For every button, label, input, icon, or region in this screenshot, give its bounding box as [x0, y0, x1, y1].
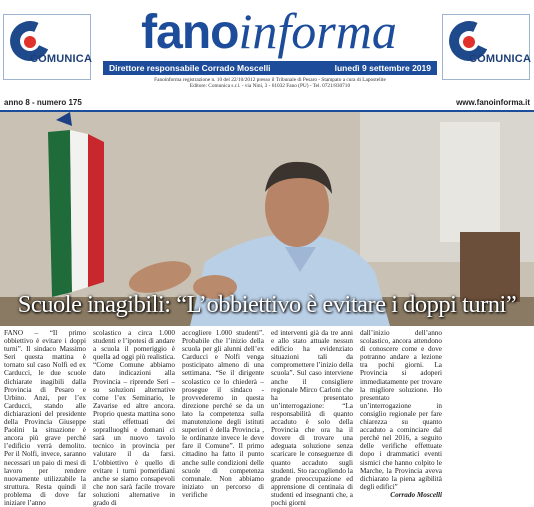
legal-line-2: Editore: Comunica s.r.l. - via Nini, 3 - 61032 Fano (PU) - Tel. 0721/830710	[189, 83, 351, 89]
comunica-logo-right	[442, 14, 530, 80]
column-text: scolastico a circa 1.000 studenti e l’ipotesi di andare a scuola il pomeriggio è quella ad oggi più realistica. “Come Comune abbiamo dato indicazioni alla Provincia – riprende Seri –su soluzioni alternative come l’ex Seminario, le Zavarise ed altre ancora. Proprio questa mattina sono stati effettuati dei sopralluoghi e domani ci sarà un nuovo tavolo tecnico in provincia per valutare il da farsi. L’obbiettivo è quello di evitare i turni pomeridiani anche se siamo consapevoli che non sarà facile trovare soluzioni alternative in grado di	[93, 329, 175, 507]
legal-notice	[103, 77, 437, 89]
website-link[interactable]: www.fanoinforma.it	[456, 97, 530, 107]
title-fano: fano	[141, 6, 239, 59]
article-column-3	[182, 329, 264, 499]
article-headline: Scuole inagibili: “L’obbiettivo è evitare i doppi turni”	[17, 291, 517, 318]
comunica-dot-icon	[463, 36, 475, 48]
column-text: ed interventi già da tre anni e allo stato attuale nessun edificio ha evidenziato situazioni tali da compromettere l’inizio della scuola”. Sul caso interviene anche il consigliere regionale Mirco Carloni che ha presentato un’interrogazione: “La responsabilità di quanto accaduto è solo della Provincia che ora ha il dovere di trovare una adeguata soluzione senza scaricare le conseguenze di quanto accaduto sugli studenti. Sto raccogliendo la grande preoccupazione ed apprensione di centinaia di studenti ed insegnanti che, a pochi giorni	[271, 329, 353, 507]
article-column-2	[93, 329, 175, 507]
issue-bar	[4, 96, 530, 108]
legal-line-1: Fanoinforma registrazione n. 10 del 22/10/2012 presso il Tribunale di Pesaro - Stampato a cura di Lapostelite	[154, 77, 386, 83]
column-text: FANO – “Il primo obbiettivo è evitare i doppi turni”. Il sindaco Massimo Seri questa mattina è tornato sul caso Nolfi ed ex Carducci, le due scuole dichiarate inagibili dalla Provincia di Pesaro e Urbino. Anzi, per l’ex Carducci, stando alle dichiarazioni del presidente della Provincia Giuseppe Paolini la situazione è ancora più grave perché l’edificio verrà demolito. Per il Nolfi, invece, saranno necessari un paio di mesi di lavoro per rendere nuovamente utilizzabile la struttura. Resta quindi il problema di dove far iniziare l’anno	[4, 329, 86, 507]
author-signature: Corrado Moscelli	[390, 490, 442, 499]
column-text: accogliere 1.000 studenti”. Probabile che l’inizio della scuola per gli alunni dell’ex Carducci e Nolfi venga posticipato almeno di una settimana. “Se il dirigente scolastico ce lo chiederà –prosegue il sindaco - provvederemo in questa direzione perché se da un lato la competenza sulla manutenzione degli istituti superiori è della Provincia , le ordinanze invece le deve fare il Comune”. Il primo cittadino ha fatto il punto anche sulle condizioni delle scuole di competenza comunale. Non abbiamo iniziato un percorso di verifiche	[182, 329, 264, 499]
article-column-1	[4, 329, 86, 507]
logo-label: COMUNICA	[469, 53, 532, 65]
flag-icon	[48, 112, 104, 297]
article-column-4	[271, 329, 353, 507]
director-name: Direttore responsabile Corrado Moscelli	[109, 63, 271, 73]
title-informa: informa	[238, 3, 397, 59]
article-body	[4, 329, 532, 507]
issue-number: anno 8 - numero 175	[4, 97, 82, 107]
newspaper-title	[103, 2, 435, 60]
issue-date: lunedì 9 settembre 2019	[334, 63, 431, 73]
comunica-dot-icon	[24, 36, 36, 48]
article-column-5	[360, 329, 442, 499]
logo-label: COMUNICA	[30, 53, 93, 65]
comunica-logo-left	[3, 14, 91, 80]
column-text: dall’inizio dell’anno scolastico, ancora attendono di conoscere come e dove potranno andare a lezione tra pochi giorni. La Provincia si adoperi immediatamente per trovare la migliore soluzione. Ho presentato un’interrogazione in consiglio regionale per fare chiarezza su quanto accaduto a cominciare dal perché nel 2016, a seguito delle verifiche effettuate dopo i drammatici eventi sismici che hanno colpito le Marche, la Provincia aveva dichiarato la piena agibilità degli edifici”	[360, 329, 442, 491]
director-bar	[103, 61, 437, 75]
